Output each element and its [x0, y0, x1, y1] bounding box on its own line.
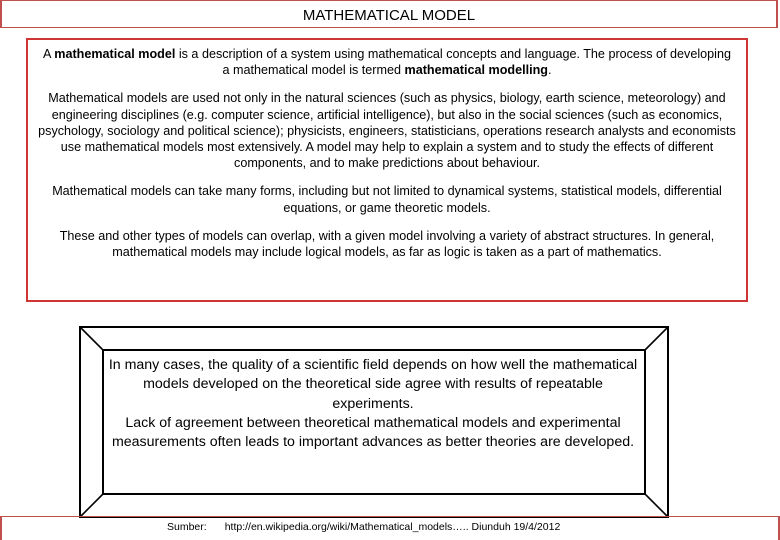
intro-part1: A — [43, 47, 55, 61]
intro-paragraph — [38, 46, 736, 78]
intro-term-modelling: mathematical modelling — [404, 63, 548, 78]
intro-term-model: mathematical model — [54, 47, 176, 61]
page-title: MATHEMATICAL MODEL — [302, 7, 476, 24]
footer-label: Sumber: — [167, 521, 207, 533]
quote-line-disagreement: Lack of agreement between theoretical mathematical models and experimental measurements often leads to important advances as better theories are developed. — [111, 414, 635, 451]
quote-text — [104, 356, 642, 452]
paragraph-forms: Mathematical models can take many forms, including but not limited to dynamical systems, statistical models, differential equations, or game theoretic models. — [52, 184, 722, 215]
title-bar — [0, 0, 778, 28]
intro-part3: . — [547, 63, 552, 78]
info-box — [26, 38, 748, 302]
footer-source-link[interactable]: http://en.wikipedia.org/wiki/Mathematical_models….. Diunduh 19/4/2012 — [224, 521, 561, 533]
quote-line-agreement: In many cases, the quality of a scientific field depends on how well the mathematical models developed on the theoretical side agree with results of repeatable experiments. — [108, 357, 638, 412]
intro-part2: is a description of a system using mathematical concepts and language. The process of developing a mathematical model is termed — [175, 47, 731, 78]
footer-source — [167, 521, 560, 533]
paragraph-uses: Mathematical models are used not only in the natural sciences (such as physics, biology, earth science, meteorology) and engineering disciplines (e.g. computer science, artificial intelligence), but also in the social sciences (such as economics, psychology, sociology and political science); physicists, engineers, statisticians, operations research analysts and economists use mathematical models most extensively. A model may help to explain a system and to study the effects of different components, and to make predictions about behaviour. — [38, 91, 736, 171]
paragraph-overlap: These and other types of models can overlap, with a given model involving a variety of abstract structures. In general, mathematical models may include logical models, as far as logic is taken as a part of mathematics. — [59, 228, 715, 260]
